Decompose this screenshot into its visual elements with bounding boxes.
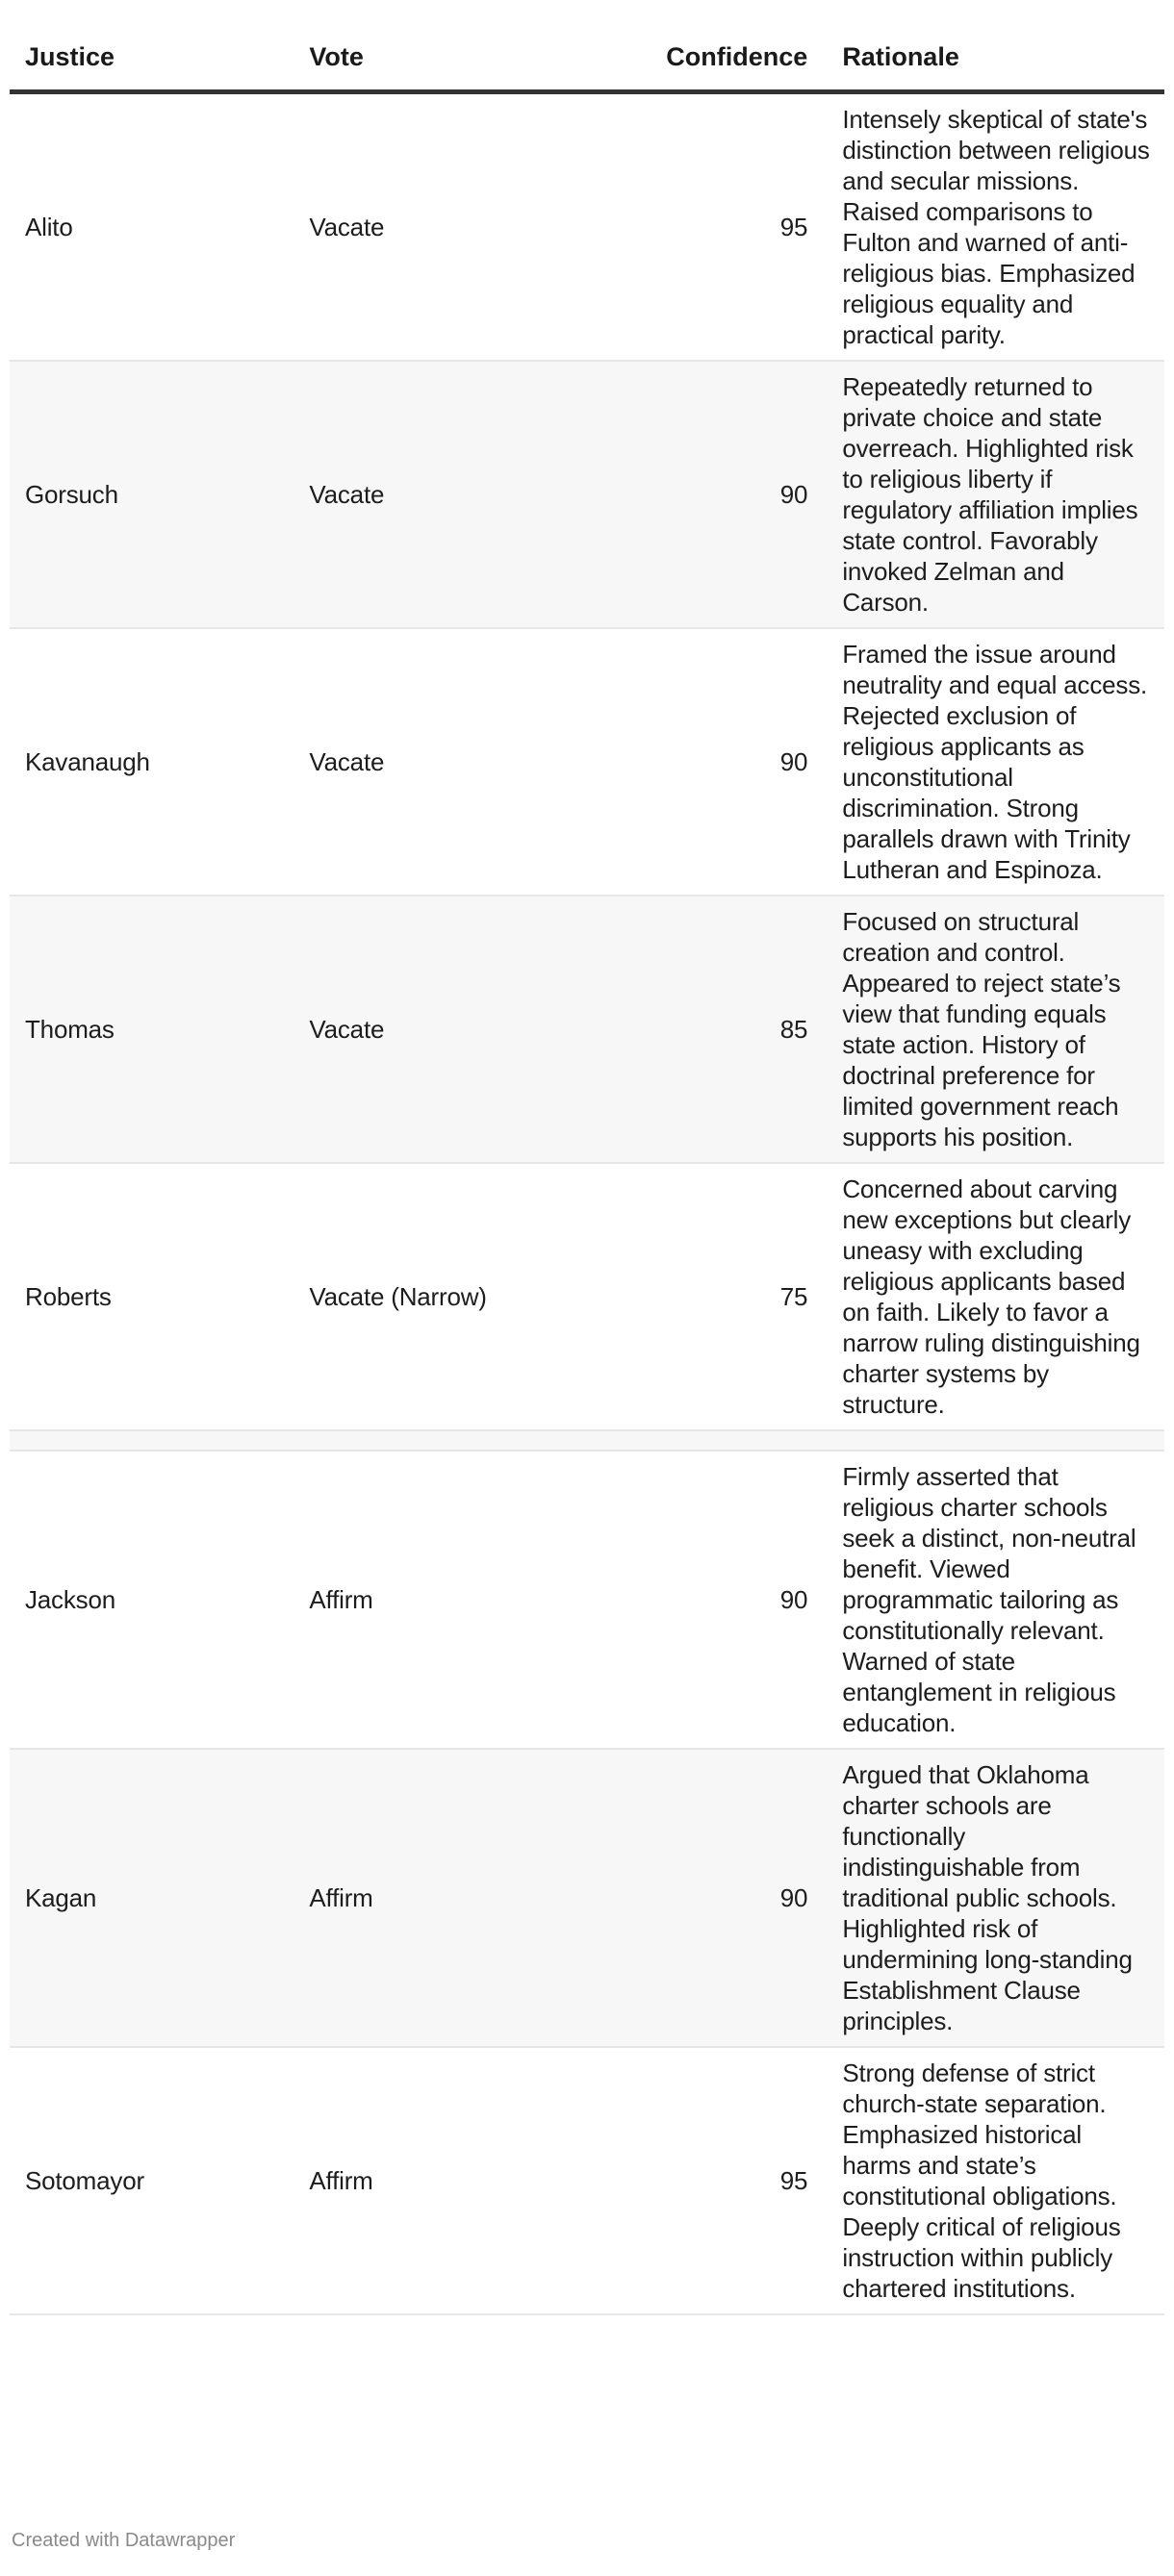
cell-justice: Gorsuch (10, 361, 294, 628)
cell-confidence: 95 (576, 92, 828, 362)
cell-confidence: 75 (576, 1163, 828, 1430)
cell-vote: Vacate (294, 361, 575, 628)
table-row (10, 361, 1164, 628)
cell-justice: Alito (10, 92, 294, 362)
table-row (10, 896, 1164, 1163)
cell-vote: Vacate (Narrow) (294, 1163, 575, 1430)
footer-credit: Created with Datawrapper (12, 2530, 236, 2551)
cell-vote: Affirm (294, 1451, 575, 1749)
table-row (10, 1749, 1164, 2047)
cell-justice: Sotomayor (10, 2047, 294, 2314)
cell-rationale: Framed the issue around neutrality and equal access. Rejected exclusion of religious applicants as unconstitutional discrimination. Strong parallels drawn with Trinity Lutheran and Espinoza. (827, 628, 1164, 896)
cell-rationale (827, 1430, 1164, 1451)
table-row (10, 92, 1164, 362)
cell-rationale: Concerned about carving new exceptions but clearly uneasy with excluding religious applicants based on faith. Likely to favor a narrow ruling distinguishing charter systems by structure. (827, 1163, 1164, 1430)
table-row-spacer (10, 1430, 1164, 1451)
cell-rationale: Strong defense of strict church-state separation. Emphasized historical harms and state’s constitutional obligations. Deeply critical of religious instruction within publicly chartered institutions. (827, 2047, 1164, 2314)
cell-confidence: 90 (576, 628, 828, 896)
header-confidence[interactable]: Confidence (576, 27, 828, 92)
header-justice[interactable]: Justice (10, 27, 294, 92)
cell-justice: Jackson (10, 1451, 294, 1749)
header-row (10, 27, 1164, 92)
cell-rationale: Firmly asserted that religious charter schools seek a distinct, non-neutral benefit. Viewed programmatic tailoring as constitutionally relevant. Warned of state entanglement in religious education. (827, 1451, 1164, 1749)
cell-justice: Kavanaugh (10, 628, 294, 896)
cell-confidence: 85 (576, 896, 828, 1163)
header-rationale[interactable]: Rationale (827, 27, 1164, 92)
table-row (10, 628, 1164, 896)
cell-confidence: 90 (576, 361, 828, 628)
cell-rationale: Focused on structural creation and control. Appeared to reject state’s view that funding equals state action. History of doctrinal preference for limited government reach supports his position. (827, 896, 1164, 1163)
cell-rationale: Argued that Oklahoma charter schools are functionally indistinguishable from traditional public schools. Highlighted risk of undermining long-standing Establishment Clause principles. (827, 1749, 1164, 2047)
cell-confidence: 90 (576, 1451, 828, 1749)
cell-justice: Thomas (10, 896, 294, 1163)
cell-vote: Affirm (294, 1749, 575, 2047)
cell-justice: Roberts (10, 1163, 294, 1430)
cell-confidence (576, 1430, 828, 1451)
cell-vote: Vacate (294, 92, 575, 362)
cell-confidence: 90 (576, 1749, 828, 2047)
table-row (10, 2047, 1164, 2314)
justice-vote-table (10, 27, 1164, 2315)
cell-rationale: Repeatedly returned to private choice and state overreach. Highlighted risk to religious liberty if regulatory affiliation implies state control. Favorably invoked Zelman and Carson. (827, 361, 1164, 628)
cell-justice (10, 1430, 294, 1451)
header-vote[interactable]: Vote (294, 27, 575, 92)
cell-vote: Vacate (294, 628, 575, 896)
cell-vote: Affirm (294, 2047, 575, 2314)
cell-rationale: Intensely skeptical of state's distinction between religious and secular missions. Raised comparisons to Fulton and warned of anti-religious bias. Emphasized religious equality and practical parity. (827, 92, 1164, 362)
table-row (10, 1163, 1164, 1430)
cell-vote: Vacate (294, 896, 575, 1163)
cell-confidence: 95 (576, 2047, 828, 2314)
table-row (10, 1451, 1164, 1749)
cell-vote (294, 1430, 575, 1451)
cell-justice: Kagan (10, 1749, 294, 2047)
